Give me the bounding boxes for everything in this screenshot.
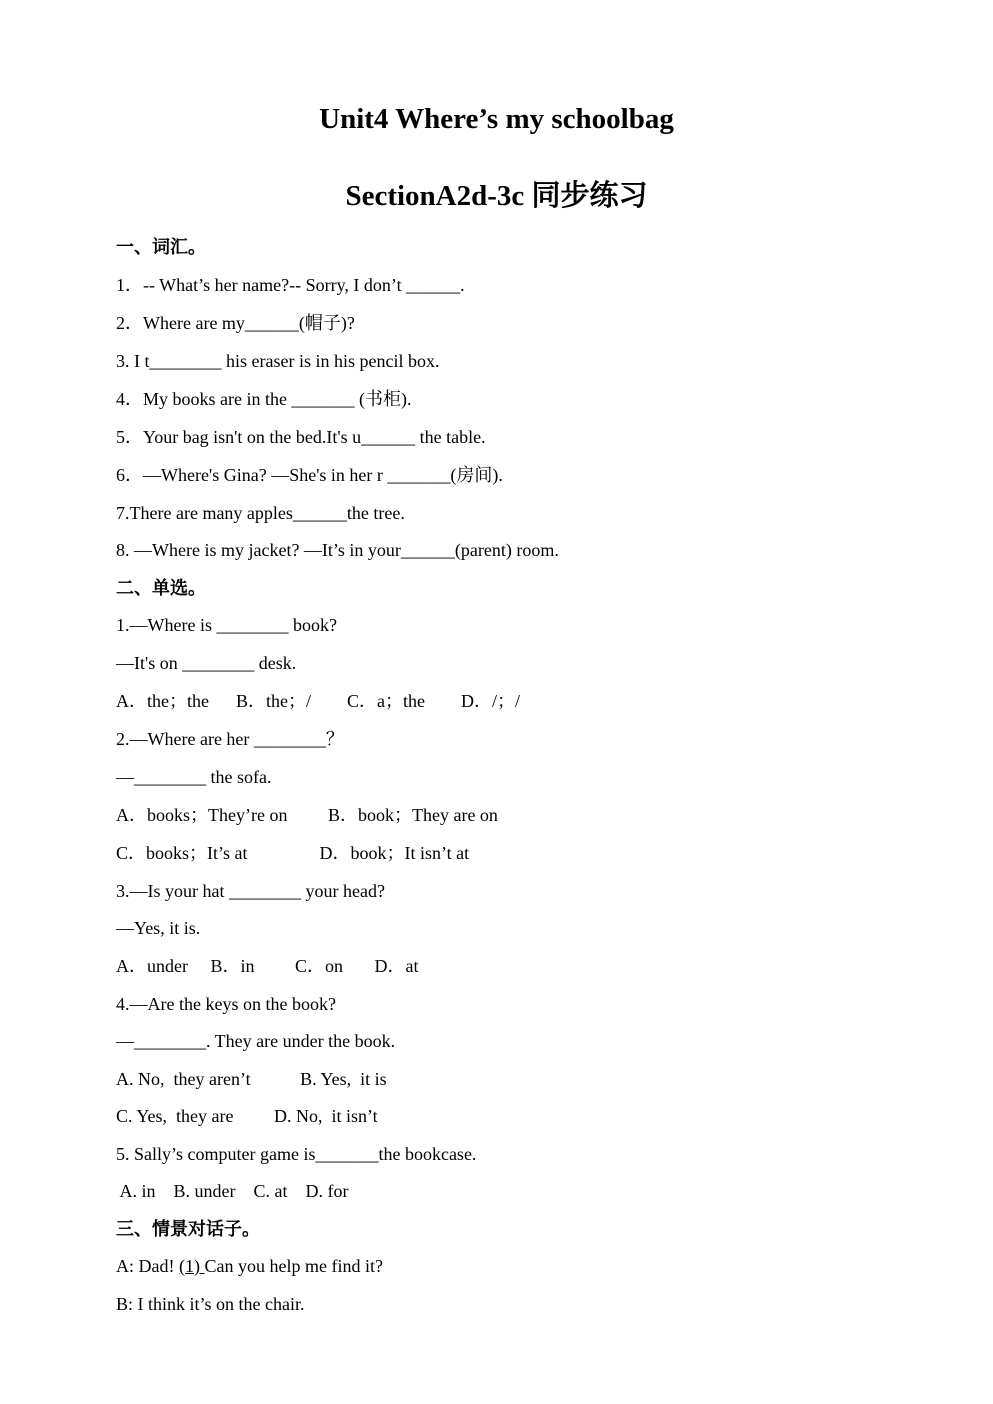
- exercise-line: 8. —Where is my jacket? —It’s in your______(parent) room.: [116, 540, 559, 560]
- page-title: Unit4 Where’s my schoolbag: [319, 103, 674, 135]
- exercise-line: 1.—Where is ________ book?: [116, 615, 337, 635]
- section-heading: 二、单选。: [116, 578, 206, 598]
- exercise-line: 2．Where are my______(帽子)?: [116, 313, 355, 333]
- exercise-line: —It's on ________ desk.: [116, 653, 297, 673]
- exercise-line: B: I think it’s on the chair.: [116, 1294, 305, 1314]
- exercise-line: 2.—Where are her ________？: [116, 729, 344, 749]
- exercise-line: —Yes, it is.: [116, 918, 201, 938]
- exercise-line: 4．My books are in the _______ (书柜).: [116, 389, 412, 409]
- exercise-line: A．the；the B．the；/ C．a；the D．/；/: [116, 691, 520, 711]
- page-subtitle: SectionA2d-3c 同步练习: [345, 180, 648, 212]
- blank-number: (1): [178, 1256, 205, 1276]
- exercise-line: 3.—Is your hat ________ your head?: [116, 881, 385, 901]
- exercise-line: A．books；They’re on B．book；They are on: [116, 805, 498, 825]
- exercise-line: A. No, they aren’t B. Yes, it is: [116, 1069, 387, 1089]
- exercise-line: 7.There are many apples______the tree.: [116, 503, 405, 523]
- exercise-line: A. in B. under C. at D. for: [116, 1181, 349, 1201]
- exercise-line: 3. I t________ his eraser is in his pencil box.: [116, 351, 440, 371]
- exercise-line: —________ the sofa.: [116, 767, 272, 787]
- exercise-line: 5. Sally’s computer game is_______the bookcase.: [116, 1144, 477, 1164]
- exercise-line: 6．—Where's Gina? —She's in her r _______(房间).: [116, 465, 503, 485]
- dialogue-text: A: Dad!: [116, 1256, 179, 1276]
- exercise-line: A．under B．in C．on D．at: [116, 956, 419, 976]
- exercise-line: 1．-- What’s her name?-- Sorry, I don’t ______.: [116, 275, 465, 295]
- exercise-line: [116, 1255, 383, 1277]
- exercise-line: C．books；It’s at D．book；It isn’t at: [116, 843, 470, 863]
- exercise-line: C. Yes, they are D. No, it isn’t: [116, 1106, 378, 1126]
- section-heading: 三、情景对话子。: [116, 1219, 260, 1239]
- exercise-line: 4.—Are the keys on the book?: [116, 994, 336, 1014]
- section-heading: 一、词汇。: [116, 237, 206, 257]
- exercise-line: —________. They are under the book.: [116, 1031, 396, 1051]
- exercise-line: 5．Your bag isn't on the bed.It's u______ the table.: [116, 427, 486, 447]
- dialogue-text: Can you help me find it?: [204, 1256, 383, 1276]
